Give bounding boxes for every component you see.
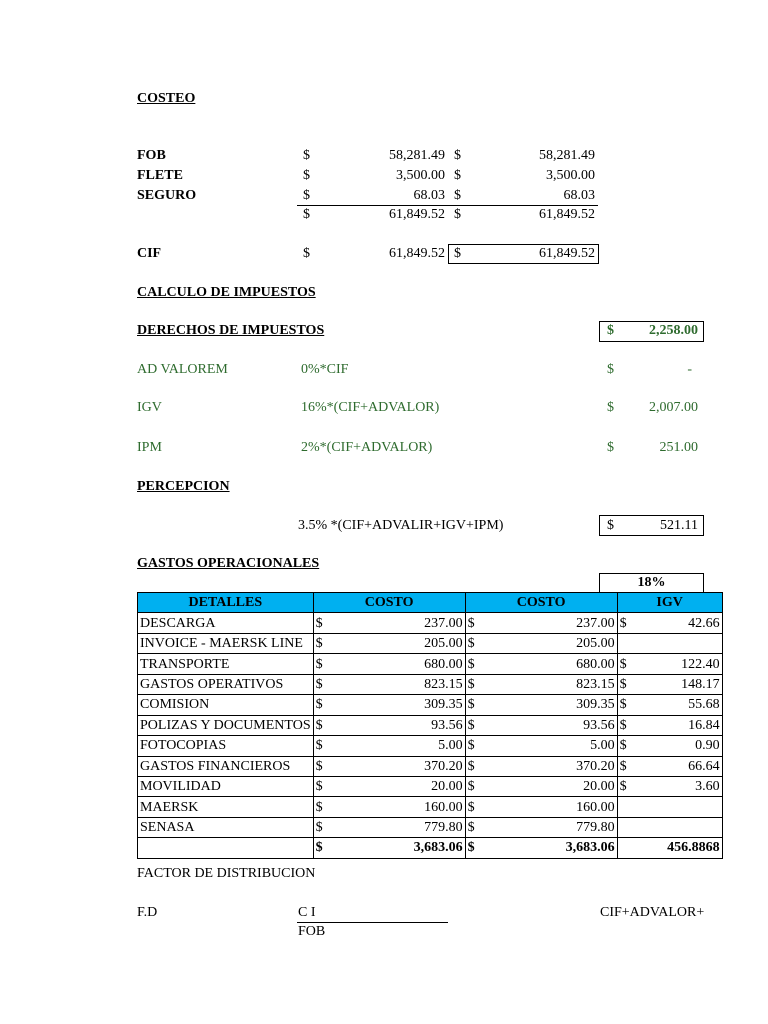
costo-cell: 370.20 [576,758,615,774]
tax-formula: 2%*(CIF+ADVALOR) [301,440,433,455]
currency-symbol: $ [607,323,614,338]
costo-cell: 779.80 [576,820,615,836]
table-row [138,817,723,837]
column-header: DETALLES [138,593,314,613]
cif-total-value: 61,849.52 [539,246,595,261]
percepcion-value: 521.11 [660,518,698,533]
detalle-cell: GASTOS FINANCIEROS [138,756,314,776]
currency-symbol: $ [619,656,627,672]
igv-cell: 42.66 [688,615,720,631]
detalle-cell: GASTOS OPERATIVOS [138,674,314,694]
fraction-denominator: FOB [298,924,326,939]
table-row [138,654,723,674]
igv-cell: 3.60 [695,779,720,795]
currency-symbol: $ [607,440,614,455]
fraction-numerator: C I [298,905,316,920]
currency-symbol: $ [315,615,323,631]
fraction-bar [297,922,448,923]
table-row [138,695,723,715]
costo-cell: 160.00 [424,799,463,815]
currency-symbol: $ [467,656,475,672]
costo-cell: 237.00 [576,615,615,631]
costeo-value: 68.03 [413,188,445,203]
cif-value: 61,849.52 [389,246,445,261]
currency-symbol: $ [619,615,627,631]
currency-symbol: $ [315,717,323,733]
section-title-calculo: CALCULO DE IMPUESTOS [137,285,316,300]
currency-symbol: $ [467,779,475,795]
currency-symbol: $ [619,717,627,733]
currency-symbol: $ [315,840,323,856]
costo-cell: 680.00 [424,656,463,672]
cif-label: CIF [137,246,162,261]
detalle-cell: MAERSK [138,797,314,817]
currency-symbol: $ [467,738,475,754]
subtotal-value: 61,849.52 [539,207,595,222]
costeo-label: SEGURO [137,188,197,203]
currency-symbol: $ [467,758,475,774]
detalle-cell: INVOICE - MAERSK LINE [138,633,314,653]
detalle-cell: SENASA [138,817,314,837]
costo-cell: 823.15 [424,676,463,692]
currency-symbol: $ [315,656,323,672]
costeo-label: FLETE [137,168,183,183]
section-title-costeo: COSTEO [137,91,196,106]
currency-symbol: $ [467,636,475,652]
costeo-value: 3,500.00 [396,168,445,183]
costeo-value: 58,281.49 [389,148,445,163]
costeo-value: 68.03 [563,188,595,203]
total-igv-cell: 456.8868 [617,838,722,858]
column-header: COSTO [313,593,465,613]
currency-symbol: $ [454,188,461,203]
column-header: COSTO [465,593,617,613]
costo-cell: 370.20 [424,758,463,774]
derechos-total-value: 2,258.00 [649,323,698,338]
tax-formula: 0%*CIF [301,362,349,377]
section-title-derechos: DERECHOS DE IMPUESTOS [137,323,325,338]
detalle-cell: COMISION [138,695,314,715]
percepcion-formula: 3.5% *(CIF+ADVALIR+IGV+IPM) [298,518,504,533]
currency-symbol: $ [454,148,461,163]
costo-cell: 93.56 [431,717,463,733]
detalle-cell: DESCARGA [138,613,314,633]
costo-cell: 20.00 [583,779,615,795]
costo-cell: 779.80 [424,820,463,836]
table-header-row [138,593,723,613]
currency-symbol: $ [315,738,323,754]
costo-cell: 5.00 [590,738,615,754]
costo-cell: 93.56 [583,717,615,733]
column-header: IGV [617,593,722,613]
section-title-gastos: GASTOS OPERACIONALES [137,556,320,571]
igv-cell: 66.64 [688,758,720,774]
igv-rate-cell: 18% [599,573,704,593]
costeo-value: 58,281.49 [539,148,595,163]
costo-cell: 823.15 [576,676,615,692]
currency-symbol: $ [303,246,310,261]
igv-cell: 148.17 [681,676,720,692]
tax-value: 2,007.00 [649,400,698,415]
igv-cell: 0.90 [695,738,720,754]
currency-symbol: $ [303,148,310,163]
currency-symbol: $ [619,697,627,713]
currency-symbol: $ [315,758,323,774]
currency-symbol: $ [303,207,310,222]
table-row [138,715,723,735]
currency-symbol: $ [467,840,475,856]
factor-formula: CIF+ADVALOR+ [600,905,705,920]
tax-value: - [687,362,692,377]
costo-cell: 5.00 [438,738,463,754]
currency-symbol: $ [303,188,310,203]
costo-cell: 309.35 [576,697,615,713]
tax-value: 251.00 [659,440,698,455]
costo-cell: 680.00 [576,656,615,672]
currency-symbol: $ [467,820,475,836]
igv-cell [617,797,722,817]
costo-cell: 309.35 [424,697,463,713]
currency-symbol: $ [454,246,461,261]
table-row [138,776,723,796]
currency-symbol: $ [467,615,475,631]
currency-symbol: $ [315,820,323,836]
tax-label: AD VALOREM [137,362,228,377]
costeo-value: 3,500.00 [546,168,595,183]
currency-symbol: $ [315,799,323,815]
detalle-cell: POLIZAS Y DOCUMENTOS [138,715,314,735]
tax-formula: 16%*(CIF+ADVALOR) [301,400,440,415]
currency-symbol: $ [467,676,475,692]
table-row [138,756,723,776]
table-row [138,797,723,817]
currency-symbol: $ [467,717,475,733]
detalle-cell: MOVILIDAD [138,776,314,796]
costo-cell: 160.00 [576,799,615,815]
currency-symbol: $ [454,168,461,183]
igv-cell [617,817,722,837]
currency-symbol: $ [467,697,475,713]
igv-cell: 122.40 [681,656,720,672]
detalle-cell [138,838,314,858]
table-row [138,613,723,633]
currency-symbol: $ [619,779,627,795]
table-row [138,736,723,756]
total-costo-cell: 3,683.06 [413,840,463,856]
currency-symbol: $ [607,518,614,533]
currency-symbol: $ [315,779,323,795]
costo-cell: 237.00 [424,615,463,631]
currency-symbol: $ [467,799,475,815]
currency-symbol: $ [454,207,461,222]
currency-symbol: $ [619,758,627,774]
subtotal-divider [297,205,598,206]
currency-symbol: $ [315,636,323,652]
costo-cell: 205.00 [576,636,615,652]
currency-symbol: $ [607,362,614,377]
currency-symbol: $ [619,738,627,754]
total-costo-cell: 3,683.06 [565,840,615,856]
costeo-label: FOB [137,148,166,163]
detalle-cell: TRANSPORTE [138,654,314,674]
tax-label: IPM [137,440,162,455]
section-title-factor: FACTOR DE DISTRIBUCION [137,866,316,881]
table-row [138,674,723,694]
section-title-percepcion: PERCEPCION [137,479,230,494]
currency-symbol: $ [315,697,323,713]
currency-symbol: $ [619,676,627,692]
fd-label: F.D [137,905,158,920]
costo-cell: 20.00 [431,779,463,795]
igv-cell: 55.68 [688,697,720,713]
table-row [138,633,723,653]
igv-cell: 16.84 [688,717,720,733]
gastos-table [137,592,723,859]
currency-symbol: $ [315,676,323,692]
subtotal-value: 61,849.52 [389,207,445,222]
currency-symbol: $ [303,168,310,183]
tax-label: IGV [137,400,162,415]
igv-cell [617,633,722,653]
currency-symbol: $ [607,400,614,415]
table-total-row [138,838,723,858]
costo-cell: 205.00 [424,636,463,652]
detalle-cell: FOTOCOPIAS [138,736,314,756]
